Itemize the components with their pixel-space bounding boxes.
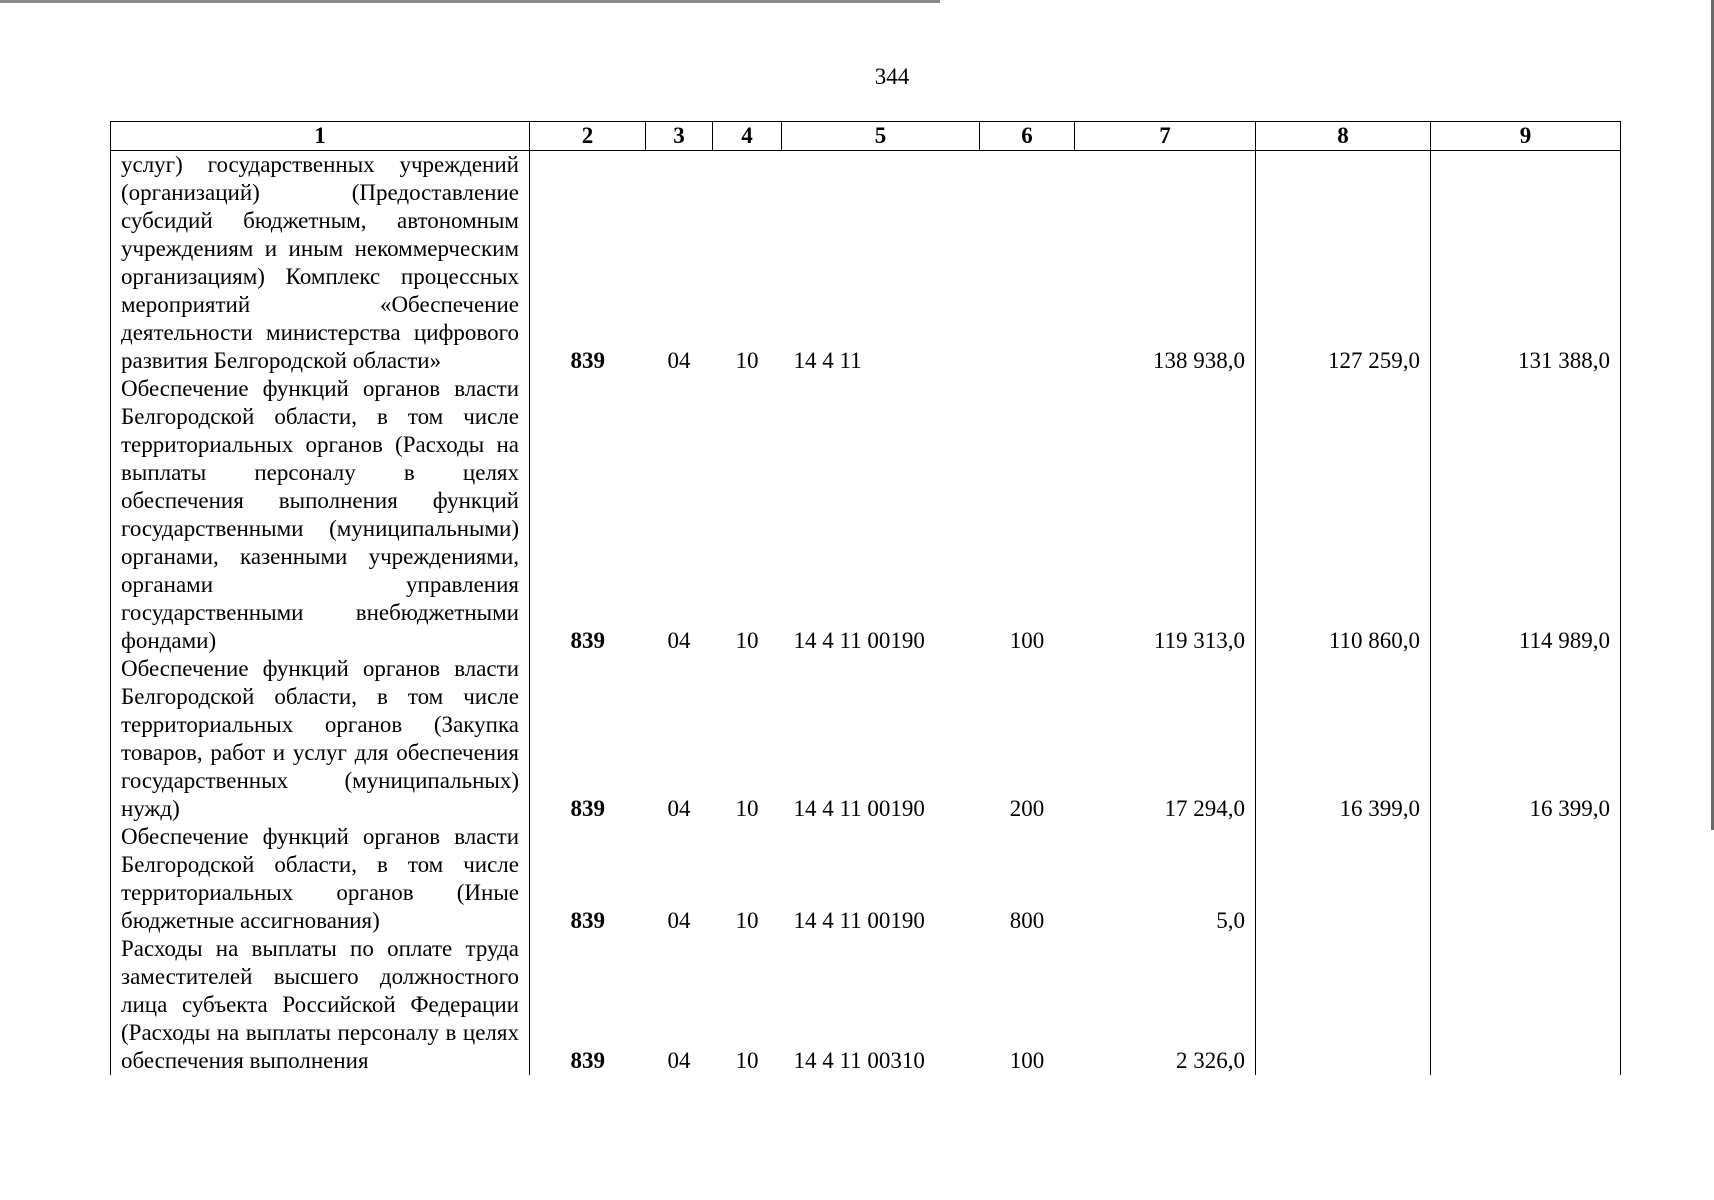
target-article-code: 14 4 11 00310 [793,1048,925,1073]
amount-col7: 17 294,0 [1075,655,1256,823]
admin-code: 839 [530,151,646,376]
table-header-row [111,122,1621,151]
amount-col7: 5,0 [1075,823,1256,935]
expense-type-code [980,151,1075,376]
amount-col9 [1431,935,1621,1075]
column-header: 7 [1075,122,1256,151]
amount-col7: 138 938,0 [1075,151,1256,376]
subsection-code: 10 [735,796,759,821]
page-number: 344 [874,64,910,89]
table-row [111,151,1621,376]
column-header: 5 [782,122,980,151]
amount-col8: 110 860,0 [1256,375,1431,655]
target-article-code: 14 4 11 [793,348,862,373]
amount-col8 [1256,823,1431,935]
column-header: 9 [1431,122,1621,151]
column-header: 1 [111,122,530,151]
target-article-code: 14 4 11 00190 [793,908,925,933]
admin-code: 839 [530,655,646,823]
amount-col8 [1256,935,1431,1075]
column-header: 2 [530,122,646,151]
row-description: Обеспечение функций органов власти Белгородской области, в том числе территориальных органов (Закупка товаров, работ и услуг для обеспечения государственных (муниципальных) нужд) [111,655,530,823]
amount-col9: 16 399,0 [1431,655,1621,823]
table-row [111,823,1621,935]
amount-col9: 114 989,0 [1431,375,1621,655]
amount-col8: 16 399,0 [1256,655,1431,823]
subsection-code: 10 [735,1048,759,1073]
row-description: услуг) государственных учреждений (организаций) (Предоставление субсидий бюджетным, автономным учреждениям и иным некоммерческим организациям) Комплекс процессных мероприятий «Обеспечение деятельности министерства цифрового развития Белгородской области» [111,151,530,376]
row-description: Обеспечение функций органов власти Белгородской области, в том числе территориальных органов (Расходы на выплаты персоналу в целях обеспечения выполнения функций государственными (муниципальными) органами, казенными учреждениями, органами управления государственными внебюджетными фондами) [111,375,530,655]
column-header: 6 [980,122,1075,151]
amount-col9 [1431,823,1621,935]
amount-col9: 131 388,0 [1431,151,1621,376]
expense-type-code: 200 [1009,796,1045,821]
section-code: 04 [667,348,691,373]
subsection-code: 10 [735,908,759,933]
column-header: 4 [713,122,782,151]
admin-code: 839 [530,935,646,1075]
column-header: 3 [646,122,713,151]
section-code: 04 [667,628,691,653]
expense-type-code: 100 [1009,628,1045,653]
section-code: 04 [667,796,691,821]
subsection-code: 10 [735,628,759,653]
admin-code: 839 [530,375,646,655]
amount-col7: 2 326,0 [1075,935,1256,1075]
table-row [111,375,1621,655]
target-article-code: 14 4 11 00190 [793,796,925,821]
amount-col8: 127 259,0 [1256,151,1431,376]
row-description: Расходы на выплаты по оплате труда заместителей высшего должностного лица субъекта Российской Федерации (Расходы на выплаты персоналу в целях обеспечения выполнения [111,935,530,1075]
expense-type-code: 100 [1009,1048,1045,1073]
column-header: 8 [1256,122,1431,151]
budget-table [110,121,1621,1075]
section-code: 04 [667,1048,691,1073]
table-row [111,935,1621,1075]
section-code: 04 [667,908,691,933]
scan-edge-top [0,0,940,3]
subsection-code: 10 [735,348,759,373]
admin-code: 839 [530,823,646,935]
table-row [111,655,1621,823]
target-article-code: 14 4 11 00190 [793,628,925,653]
expense-type-code: 800 [1009,908,1045,933]
amount-col7: 119 313,0 [1075,375,1256,655]
row-description: Обеспечение функций органов власти Белгородской области, в том числе территориальных органов (Иные бюджетные ассигнования) [111,823,530,935]
